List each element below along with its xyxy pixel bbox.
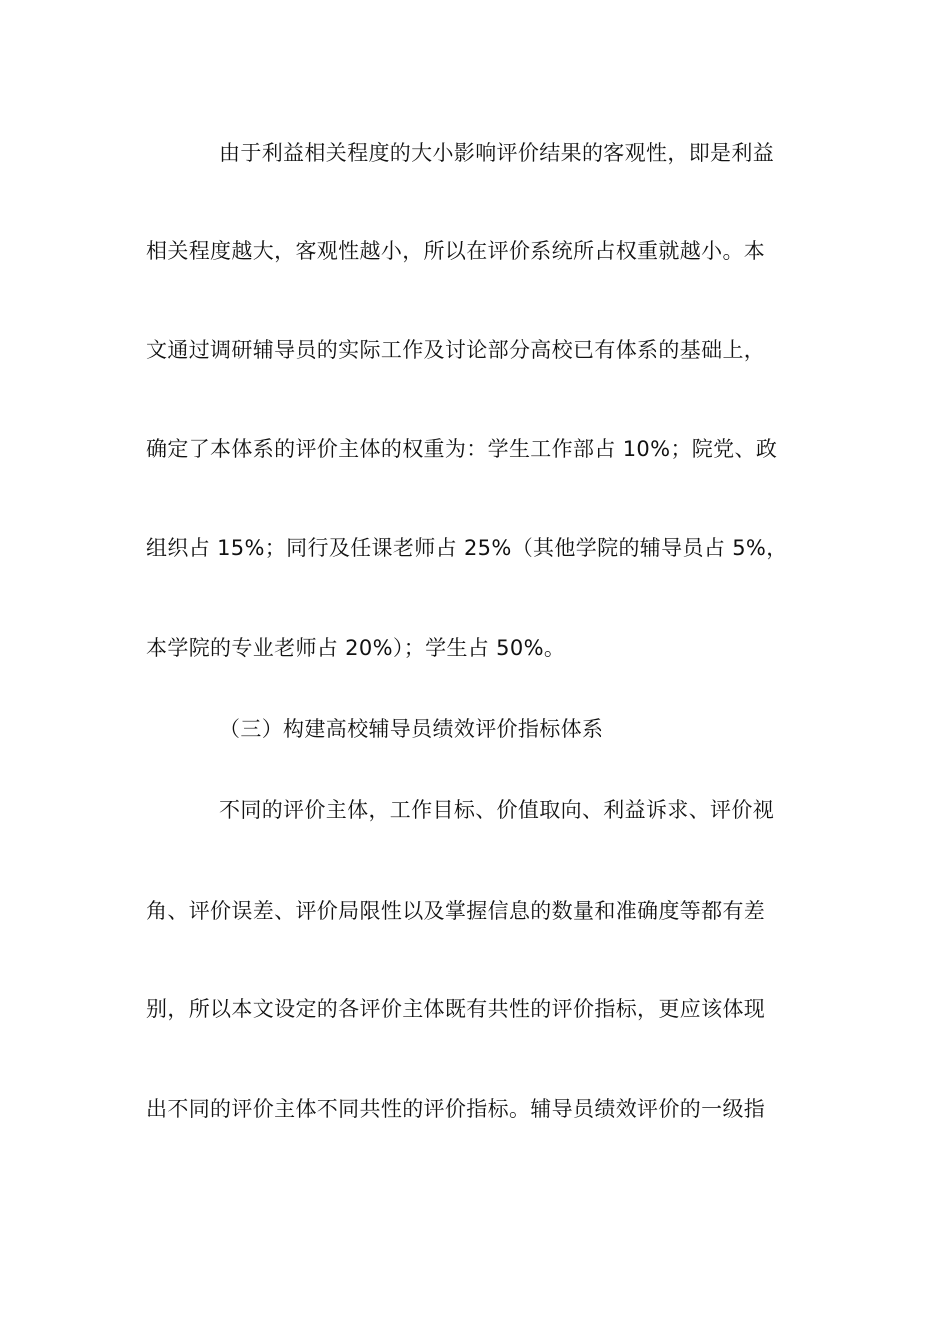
- paragraph-line: 由于利益相关程度的大小影响评价结果的客观性，即是利益: [219, 141, 775, 165]
- section-heading: （三）构建高校辅导员绩效评价指标体系: [219, 717, 604, 741]
- paragraph-line: 相关程度越大，客观性越小，所以在评价系统所占权重就越小。本: [146, 239, 766, 263]
- paragraph-line: 别，所以本文设定的各评价主体既有共性的评价指标，更应该体现: [146, 997, 766, 1021]
- paragraph-line: 角、评价误差、评价局限性以及掌握信息的数量和准确度等都有差: [146, 899, 766, 923]
- paragraph-line: 本学院的专业老师占 20%）；学生占 50%。: [146, 636, 566, 660]
- paragraph-line: 文通过调研辅导员的实际工作及讨论部分高校已有体系的基础上，: [146, 338, 766, 362]
- paragraph-line: 确定了本体系的评价主体的权重为：学生工作部占 10%；院党、政: [146, 437, 778, 461]
- paragraph-line: 不同的评价主体，工作目标、价值取向、利益诉求、评价视: [219, 798, 775, 822]
- paragraph-line: 组织占 15%；同行及任课老师占 25%（其他学院的辅导员占 5%，: [146, 536, 788, 560]
- paragraph-line: 出不同的评价主体不同共性的评价指标。辅导员绩效评价的一级指: [146, 1097, 766, 1121]
